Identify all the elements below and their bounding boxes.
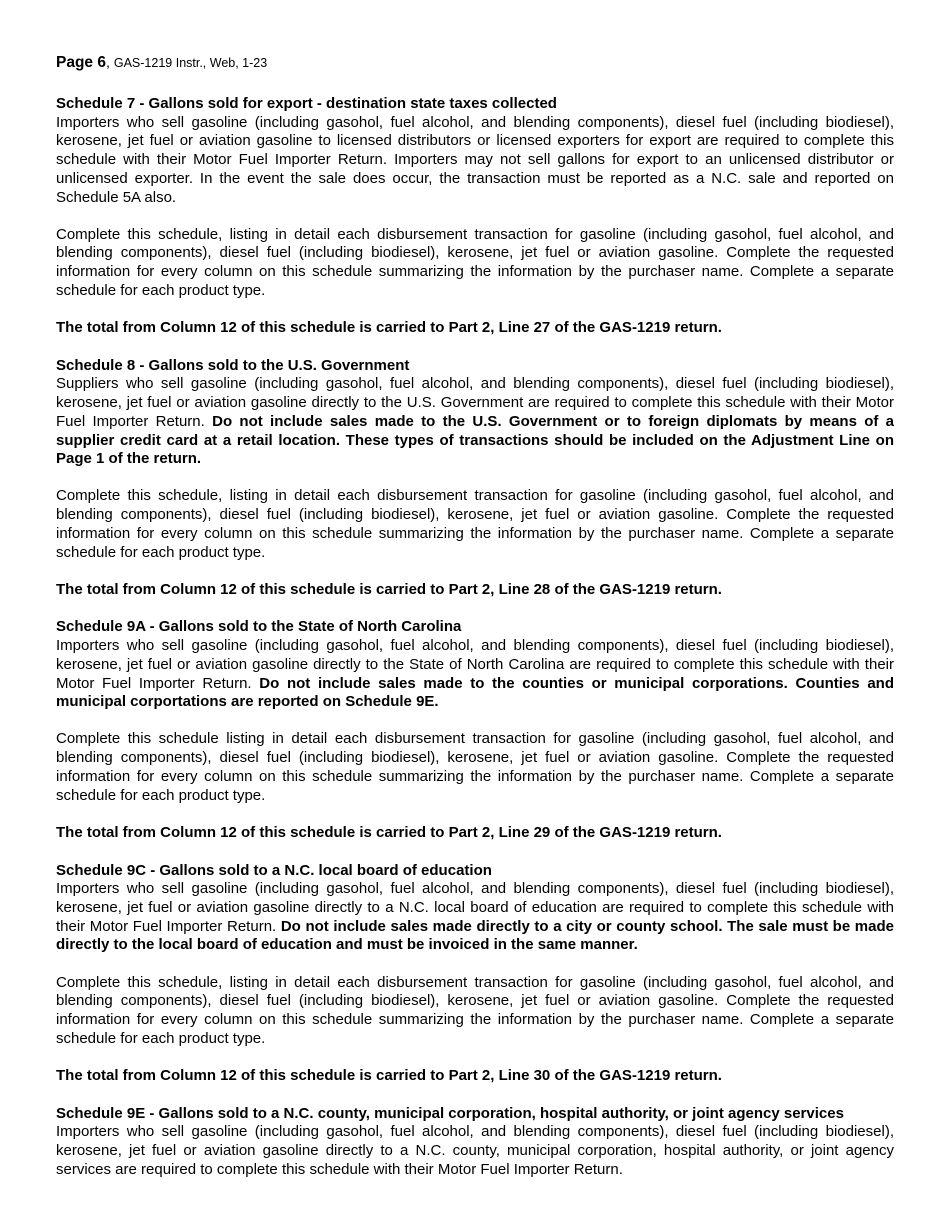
document-page: [56, 53, 894, 1197]
paragraph-text: Importers who sell gasoline (including gasohol, fuel alcohol, and blending components), diesel fuel (including biodiesel), kerosene, jet fuel or aviation gasoline directly to a N.C. local board of education are required to complete this schedule with their Motor Fuel Importer Return.: [56, 880, 894, 935]
schedule-8-section: [56, 357, 894, 600]
page-number: Page 6: [56, 54, 106, 71]
section-total-note: The total from Column 12 of this schedule is carried to Part 2, Line 30 of the GAS-1219 return.: [56, 1066, 722, 1084]
section-paragraph: Complete this schedule listing in detail each disbursement transaction for gasoline (including gasohol, fuel alcohol, and blending components), diesel fuel (including biodiesel), kerosene, jet fuel or aviation gasoline. Complete the requested information for every column on this schedule summarizing the information by the purchaser name. Complete a separate schedule for each product type.: [56, 730, 894, 804]
section-paragraph: [56, 375, 894, 469]
section-paragraph: [56, 637, 894, 712]
schedule-9e-section: [56, 1105, 894, 1180]
paragraph-bold-text: Do not include sales made to the counties or municipal corporations. Counties and municipal corportations are reported on Schedule 9E.: [56, 674, 894, 711]
paragraph-text: Suppliers who sell gasoline (including gasohol, fuel alcohol, and blending components), diesel fuel (including biodiesel), kerosene, jet fuel or aviation gasoline directly to the U.S. Government are required to complete this schedule with their Motor Fuel Importer Return.: [56, 375, 894, 430]
page-header: Page 6, GAS-1219 Instr., Web, 1-23: [56, 54, 268, 71]
paragraph-bold-text: Do not include sales made to the U.S. Government or to foreign diplomats by means of a supplier credit card at a retail location. These types of transactions should be included on the Adjustment Line on Page 1 of the return.: [56, 412, 895, 468]
form-id: GAS-1219 Instr., Web, 1-23: [113, 56, 268, 70]
section-title: Schedule 7 - Gallons sold for export - destination state taxes collected: [56, 95, 557, 112]
section-total-note: The total from Column 12 of this schedule is carried to Part 2, Line 29 of the GAS-1219 return.: [56, 823, 722, 841]
schedule-7-section: [56, 95, 894, 338]
section-total-note: The total from Column 12 of this schedule is carried to Part 2, Line 27 of the GAS-1219 return.: [56, 319, 722, 337]
schedule-9a-section: [56, 618, 894, 842]
paragraph-text: Importers who sell gasoline (including gasohol, fuel alcohol, and blending components), diesel fuel (including biodiesel), kerosene, jet fuel or aviation gasoline directly to the State of North Carolina are required to complete this schedule with their Motor Fuel Importer Return.: [56, 637, 894, 692]
paragraph-bold-text: Do not include sales made directly to a city or county school. The sale must be made directly to the local board of education and must be invoiced in the same manner.: [56, 917, 894, 954]
section-paragraph: Complete this schedule, listing in detail each disbursement transaction for gasoline (including gasohol, fuel alcohol, and blending components), diesel fuel (including biodiesel), kerosene, jet fuel or aviation gasoline. Complete the requested information for every column on this schedule summarizing the information by the purchaser name. Complete a separate schedule for each product type.: [56, 225, 894, 299]
section-paragraph: Complete this schedule, listing in detail each disbursement transaction for gasoline (including gasohol, fuel alcohol, and blending components), diesel fuel (including biodiesel), kerosene, jet fuel or aviation gasoline. Complete the requested information for every column on this schedule summarizing the information by the purchaser name. Complete a separate schedule for each product type.: [56, 487, 894, 561]
section-paragraph: [56, 880, 894, 955]
section-total-note: The total from Column 12 of this schedule is carried to Part 2, Line 28 of the GAS-1219 return.: [56, 580, 722, 598]
section-title: Schedule 9C - Gallons sold to a N.C. local board of education: [56, 861, 492, 879]
section-title: Schedule 8 - Gallons sold to the U.S. Government: [56, 356, 410, 374]
section-title: Schedule 9A - Gallons sold to the State of North Carolina: [56, 618, 462, 636]
section-paragraph: Importers who sell gasoline (including gasohol, fuel alcohol, and blending components), diesel fuel (including biodiesel), kerosene, jet fuel or aviation gasoline directly to a N.C. county, municipal corporation, hospital authority, or joint agency services are required to complete this schedule with their Motor Fuel Importer Return.: [56, 1123, 894, 1178]
schedule-9c-section: [56, 862, 894, 1086]
section-paragraph: Importers who sell gasoline (including gasohol, fuel alcohol, and blending components), diesel fuel (including biodiesel), kerosene, jet fuel or aviation gasoline to licensed distributors or licensed exporters for export are required to complete this schedule with their Motor Fuel Importer Return. Importers may not sell gallons for export to an unlicensed distributor or unlicensed exporter. In the event the sale does occur, the transaction must be reported as a N.C. sale and reported on Schedule 5A also.: [56, 113, 894, 206]
section-title: Schedule 9E - Gallons sold to a N.C. county, municipal corporation, hospital authority, or joint agency services: [56, 1104, 844, 1122]
section-paragraph: Complete this schedule, listing in detail each disbursement transaction for gasoline (including gasohol, fuel alcohol, and blending components), diesel fuel (including biodiesel), kerosene, jet fuel or aviation gasoline. Complete the requested information for every column on this schedule summarizing the information by the purchaser name. Complete a separate schedule for each product type.: [56, 973, 894, 1047]
